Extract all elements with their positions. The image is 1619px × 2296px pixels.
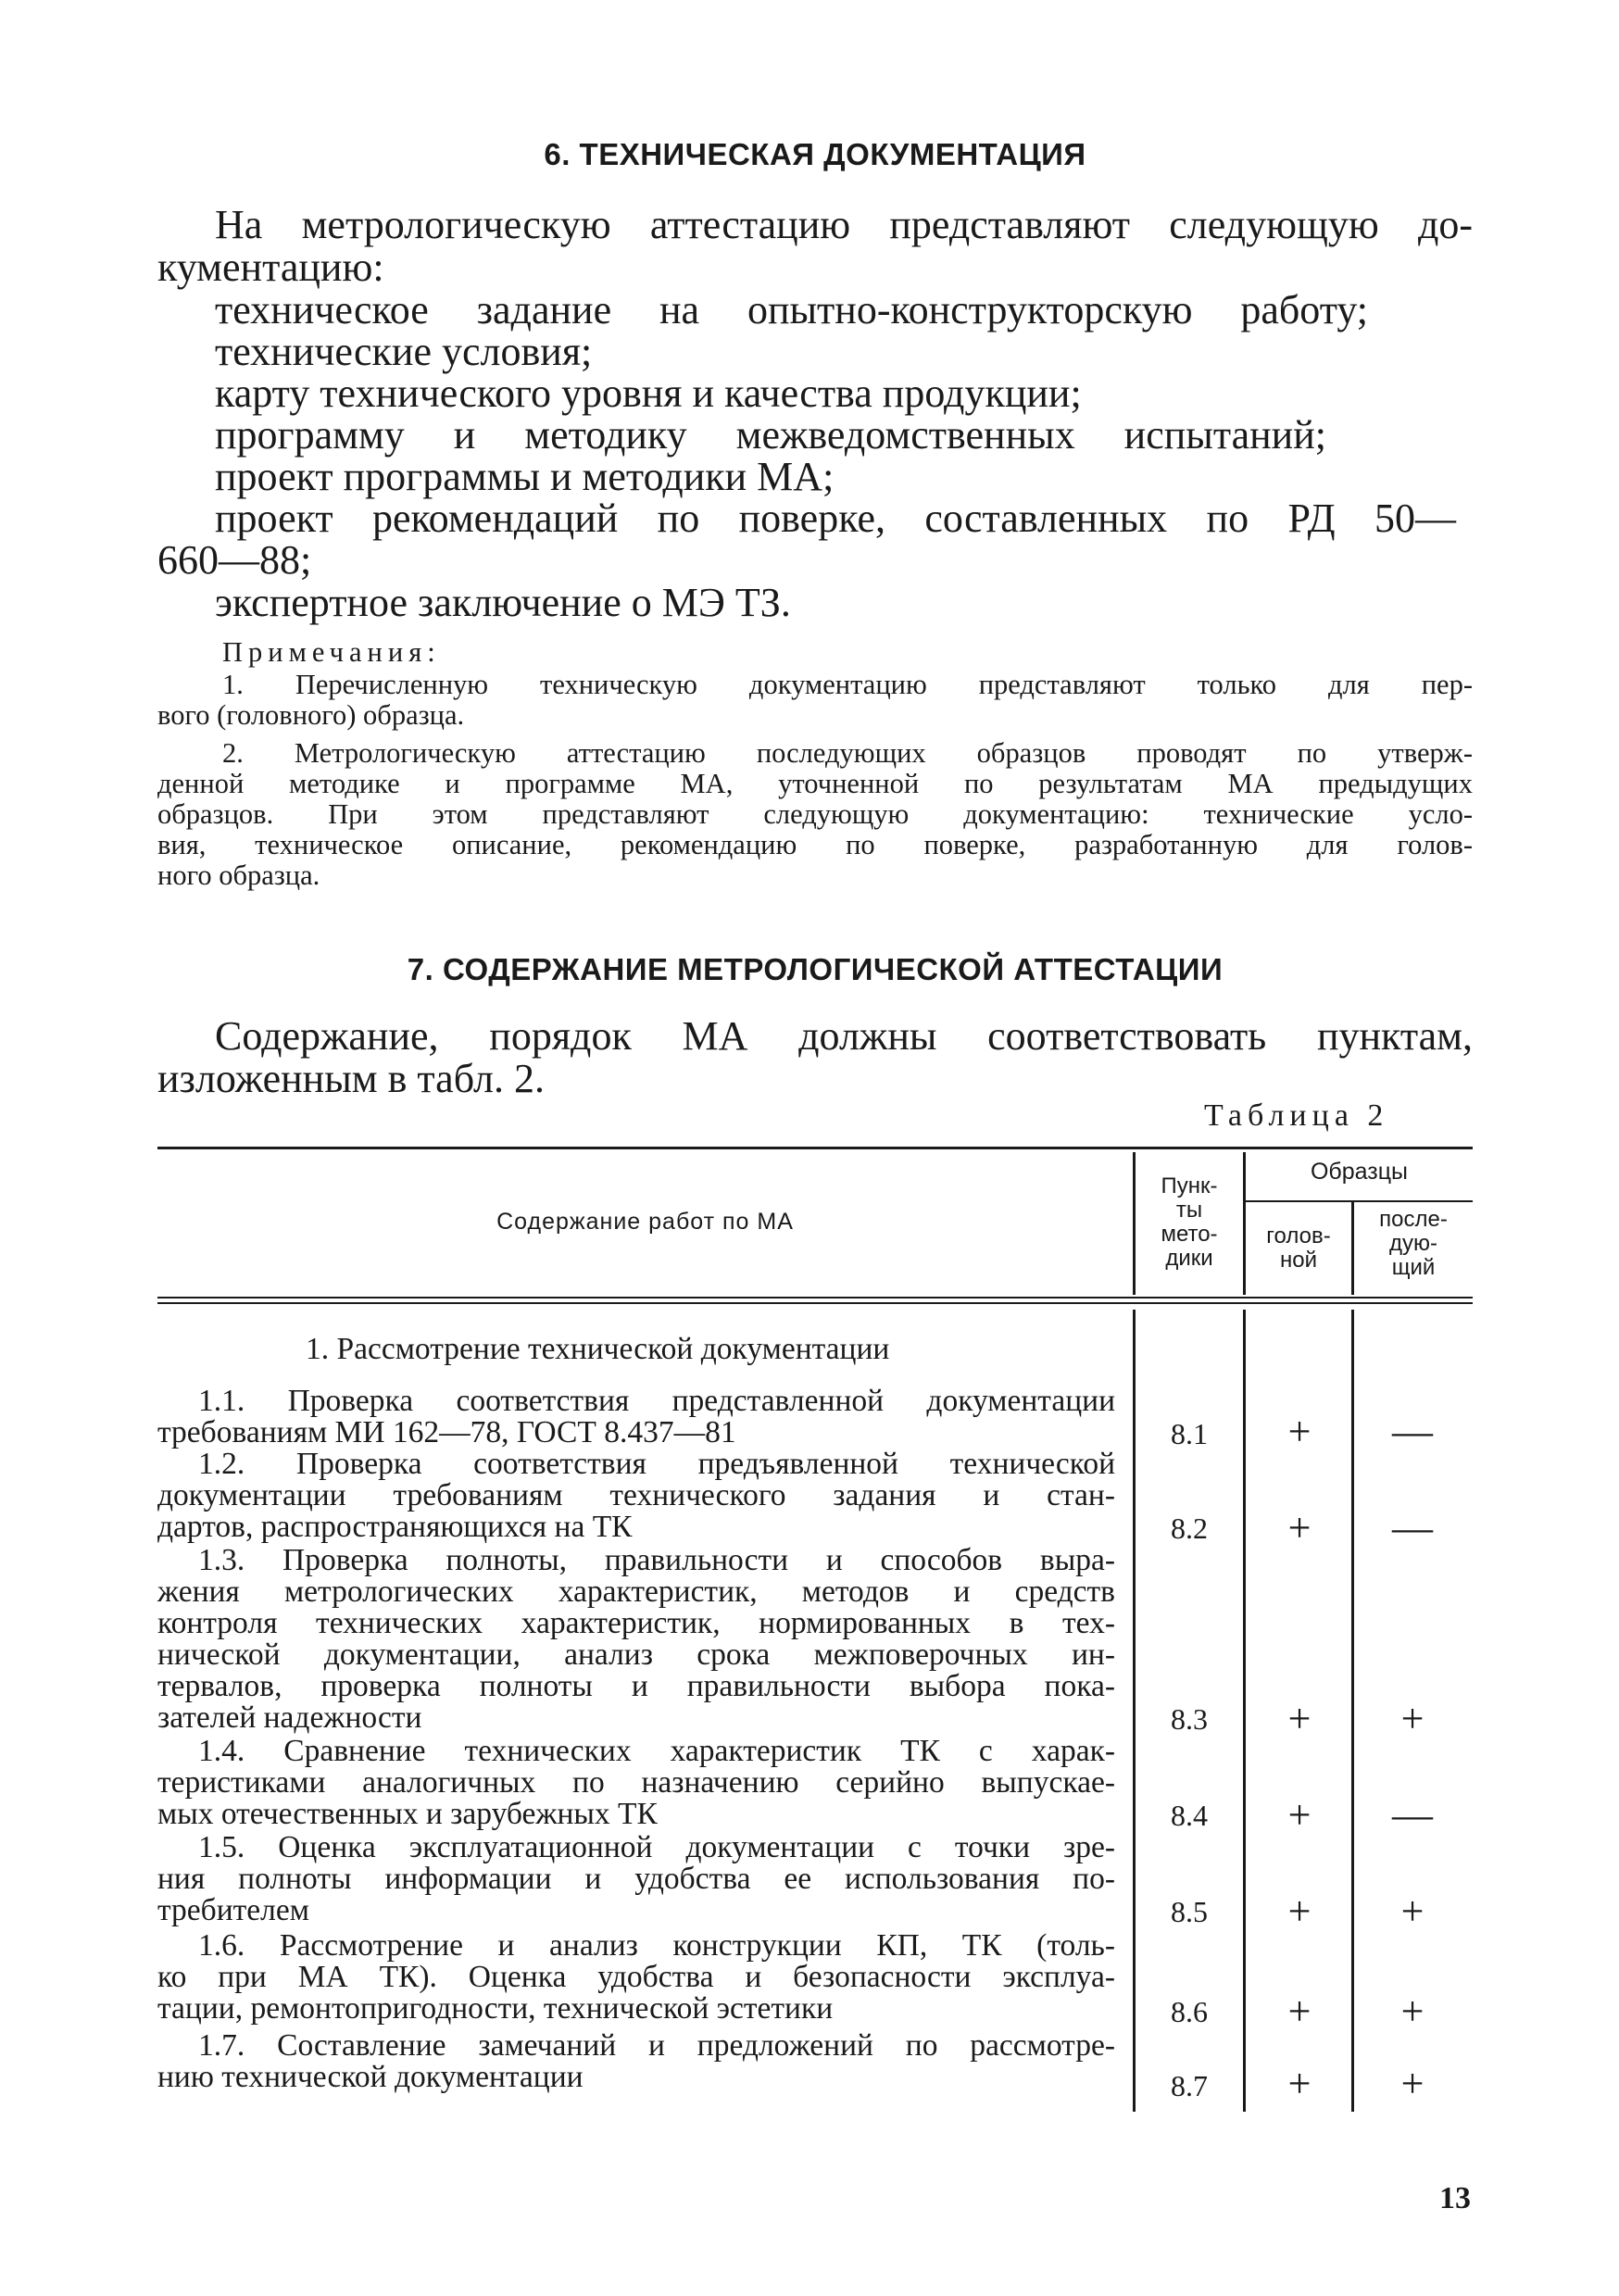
row-1-4-line3: мых отечественных и зарубежных ТК: [157, 1797, 658, 1831]
note-2-line3: образцов. При этом представляют следующую документацию: технические усло-: [157, 798, 1473, 830]
note-1-line2: вого (головного) образца.: [157, 699, 465, 731]
row-1-7-line2: нию технической документации: [157, 2060, 584, 2094]
row-1-6-line1: 1.6. Рассмотрение и анализ конструкции КП, ТК (толь-: [198, 1928, 1115, 1963]
col-points-line3: мето-: [1161, 1222, 1218, 1247]
row-1-4-head: +: [1287, 1792, 1312, 1838]
row-1-6-line3: тации, ремонтопригодности, технической эстетики: [157, 1991, 834, 2026]
note-2-line4: вия, техническое описание, рекомендацию по поверке, разработанную для голов-: [157, 829, 1473, 860]
doc-item-3: карту технического уровня и качества продукции;: [215, 370, 1082, 416]
row-1-6-line2: ко при МА ТК). Оценка удобства и безопасности эксплуа-: [157, 1960, 1115, 1994]
row-1-6-point: 8.6: [1171, 1995, 1208, 2028]
row-1-2-point: 8.2: [1171, 1512, 1208, 1545]
col-points-line4: дики: [1165, 1246, 1213, 1271]
col-head-sample-line1: голов-: [1266, 1223, 1331, 1248]
col-next-sample-line3: щий: [1391, 1255, 1436, 1280]
section-6-intro-line1: На метрологическую аттестацию представляют следующую до-: [215, 202, 1473, 247]
col-content-header: Содержание работ по МА: [496, 1209, 794, 1235]
col-next-sample-header: [1354, 1208, 1473, 1280]
body-divider-samples: [1351, 1310, 1354, 2112]
header-samples-rule: [1246, 1200, 1473, 1202]
row-1-3-line5: тервалов, проверка полноты и правильности выбора пока-: [157, 1669, 1115, 1703]
row-1-3-line6: зателей надежности: [157, 1700, 422, 1735]
row-1-5-line3: требителем: [157, 1893, 309, 1927]
page-number: 13: [1439, 2181, 1471, 2215]
col-samples-header: Образцы: [1310, 1159, 1409, 1185]
row-1-1-head: +: [1287, 1409, 1312, 1454]
doc-item-6: проект рекомендаций по поверке, составленных по РД 50—: [215, 496, 1456, 541]
row-1-5-line1: 1.5. Оценка эксплуатационной документации с точки зре-: [198, 1830, 1115, 1864]
row-1-7-next: +: [1400, 2061, 1424, 2106]
doc-item-1: техническое задание на опытно-конструкторскую работу;: [215, 287, 1368, 332]
row-1-4-line1: 1.4. Сравнение технических характеристик ТК с харак-: [198, 1734, 1115, 1768]
row-1-1-point: 8.1: [1171, 1417, 1208, 1450]
row-1-7-head: +: [1287, 2061, 1312, 2106]
col-head-sample-line2: ной: [1279, 1248, 1317, 1273]
doc-item-2: технические условия;: [215, 329, 593, 374]
note-2-line2: денной методике и программе МА, уточненной по результатам МА предыдущих: [157, 768, 1473, 799]
section-7-title: 7. СОДЕРЖАНИЕ МЕТРОЛОГИЧЕСКОЙ АТТЕСТАЦИИ: [407, 952, 1224, 986]
note-2-line5: ного образца.: [157, 859, 320, 891]
col-next-sample-line2: дую-: [1389, 1231, 1437, 1256]
row-1-3-next: +: [1400, 1696, 1424, 1741]
row-1-2-line1: 1.2. Проверка соответствия предъявленной технической: [198, 1447, 1115, 1481]
row-1-2-line2: документации требованиям технического задания и стан-: [157, 1478, 1115, 1512]
row-1-3-point: 8.3: [1171, 1702, 1208, 1736]
col-points-line2: ты: [1175, 1198, 1203, 1223]
section-7-intro-line1: Содержание, порядок МА должны соответствовать пунктам,: [215, 1013, 1473, 1059]
row-1-7-line1: 1.7. Составление замечаний и предложений по рассмотре-: [198, 2028, 1115, 2063]
col-next-sample-line1: после-: [1379, 1207, 1448, 1232]
row-1-1-line1: 1.1. Проверка соответствия представленной документации: [198, 1384, 1115, 1418]
row-1-4-line2: теристиками аналогичных по назначению серийно выпускае-: [157, 1765, 1115, 1800]
row-1-1-next: —: [1392, 1409, 1433, 1454]
col-points-header: [1136, 1174, 1243, 1271]
table-header-rule-2: [157, 1302, 1473, 1304]
doc-item-5: проект программы и методики МА;: [215, 454, 835, 499]
table-caption: Таблица 2: [1204, 1098, 1389, 1133]
note-1-line1: 1. Перечисленную техническую документацию представляют только для пер-: [222, 669, 1473, 700]
row-1-2-next: —: [1392, 1505, 1433, 1550]
row-1-1-line2: требованиям МИ 162—78, ГОСТ 8.437—81: [157, 1415, 736, 1449]
section-6-intro-line2: кументацию:: [157, 245, 384, 290]
section-7-intro-line2: изложенным в табл. 2.: [157, 1056, 545, 1101]
row-1-5-head: +: [1287, 1888, 1312, 1934]
row-1-7-point: 8.7: [1171, 2069, 1208, 2102]
row-1-4-next: —: [1392, 1792, 1433, 1838]
row-1-6-next: +: [1400, 1989, 1424, 2034]
row-1-3-line3: контроля технических характеристик, нормированных в тех-: [157, 1606, 1115, 1640]
row-1-3-line2: жения метрологических характеристик, методов и средств: [157, 1575, 1115, 1609]
table-group-title: 1. Рассмотрение технической документации: [306, 1332, 890, 1366]
section-6-title: 6. ТЕХНИЧЕСКАЯ ДОКУМЕНТАЦИЯ: [544, 137, 1086, 171]
body-divider-points: [1243, 1310, 1246, 2112]
note-2-line1: 2. Метрологическую аттестацию последующих образцов проводят по утверж-: [222, 737, 1473, 769]
notes-heading: Примечания:: [222, 636, 441, 668]
row-1-5-next: +: [1400, 1888, 1424, 1934]
row-1-4-point: 8.4: [1171, 1799, 1208, 1832]
doc-item-7: экспертное заключение о МЭ ТЗ.: [215, 580, 791, 625]
table-top-rule: [157, 1147, 1473, 1149]
row-1-5-line2: ния полноты информации и удобства ее использования по-: [157, 1862, 1115, 1896]
row-1-2-line3: дартов, распространяющихся на ТК: [157, 1510, 633, 1544]
row-1-3-line4: нической документации, анализ срока межповерочных ин-: [157, 1637, 1115, 1672]
doc-item-6-cont: 660—88;: [157, 537, 312, 583]
doc-item-4: программу и методику межведомственных испытаний;: [215, 412, 1326, 458]
row-1-6-head: +: [1287, 1989, 1312, 2034]
row-1-3-head: +: [1287, 1696, 1312, 1741]
row-1-3-line1: 1.3. Проверка полноты, правильности и способов выра-: [198, 1543, 1115, 1577]
row-1-2-head: +: [1287, 1505, 1312, 1550]
row-1-5-point: 8.5: [1171, 1895, 1208, 1928]
col-points-line1: Пунк-: [1161, 1173, 1218, 1198]
col-head-sample-header: [1246, 1224, 1351, 1273]
table-header-rule-1: [157, 1297, 1473, 1299]
